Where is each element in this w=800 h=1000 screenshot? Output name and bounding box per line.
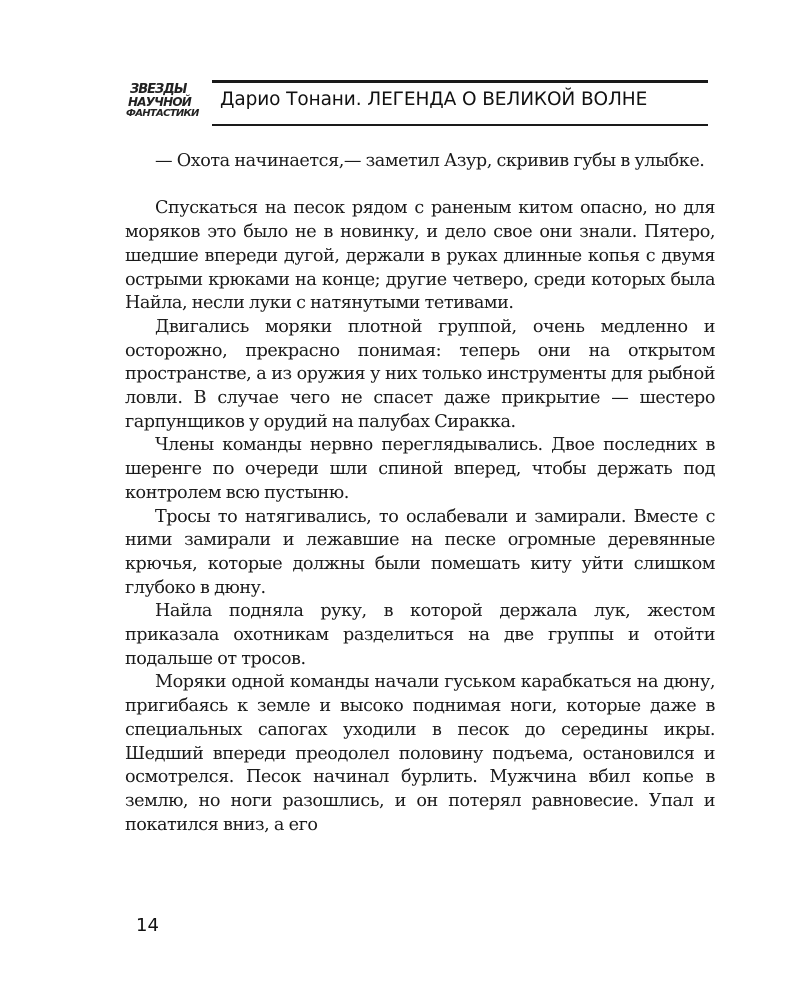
paragraph-5: Тросы то натягивались, то ослабевали и замирали. Вместе с ними замирали и лежавшие на песке огромные деревянные крючья, которые должны были помешать киту уйти слишком глубоко в дюну. [125,506,715,598]
paragraph-1: — Охота начинается,— заметил Азур, скривив губы в улыбке. [155,151,705,171]
page-header [126,80,716,126]
logo-line-1: ЗВЕЗДЫ [130,82,187,97]
paragraph-4: Члены команды нервно переглядывались. Двое последних в шеренге по очереди шли спиной вперед, чтобы держать под контролем всю пустыню. [125,435,715,503]
header-rule-bottom [212,124,708,126]
logo-line-2: НАУЧНОЙ [128,95,191,109]
page-number: 14 [136,915,159,936]
series-logo [126,84,208,122]
running-title: Дарио Тонани. ЛЕГЕНДА О ВЕЛИКОЙ ВОЛНЕ [220,89,648,110]
paragraph-7: Моряки одной команды начали гуськом карабкаться на дюну, пригибаясь к земле и высоко поднимая ноги, которые даже в специальных сапогах уходили в песок до середины икры. Шедший впереди преодолел половину подъема, остановился и осмотрелся. Песок начинал бурлить. Мужчина вбил копье в землю, но ноги разошлись, и он потерял равновесие. Упал и покатился вниз, а его [125,672,715,835]
body-text [125,150,715,837]
paragraph-gap [125,174,715,198]
header-rule-top [212,80,708,83]
logo-line-3: ФАНТАСТИКИ [126,108,199,119]
paragraph-2: Спускаться на песок рядом с раненым китом опасно, но для моряков это было не в новинку, и дело свое они знали. Пятеро, шедшие впереди дугой, держали в руках длинные копья с двумя острыми крюками на конце; другие четверо, среди которых была Найла, несли луки с натянутыми тетивами. [125,198,715,314]
paragraph-3: Двигались моряки плотной группой, очень медленно и осторожно, прекрасно понимая: теперь они на открытом пространстве, а из оружия у них только инструменты для рыбной ловли. В случае чего не спасет даже прикрытие — шестеро гарпунщиков у орудий на палубах Сиракка. [125,316,715,432]
paragraph-6: Найла подняла руку, в которой держала лук, жестом приказала охотникам разделиться на две группы и отойти подальше от тросов. [125,601,715,669]
